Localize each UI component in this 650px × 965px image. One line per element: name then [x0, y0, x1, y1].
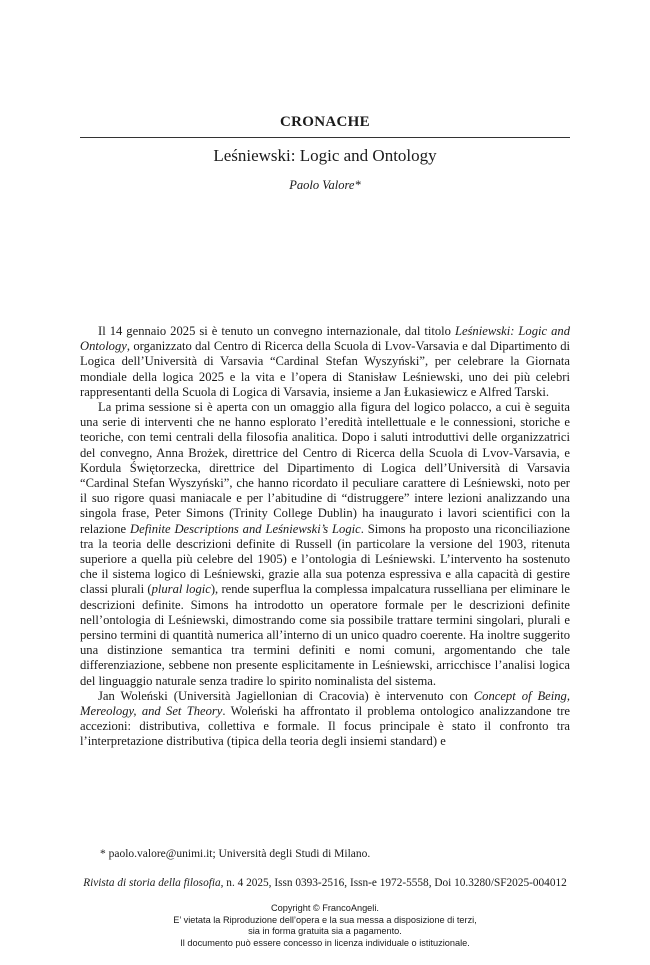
- italic-text: plural logic: [151, 582, 211, 597]
- paragraph: [80, 324, 570, 400]
- article-title: Leśniewski: Logic and Ontology: [213, 146, 437, 165]
- italic-text: Concept of Being, Mereology, and Set Theory: [80, 688, 571, 719]
- text-run: ), rende superflua la complessa impalcatura russelliana per eliminare le descrizioni definite. Simons ha introdotto un operatore formale per le descrizioni definite nell’ontologia di Leśniewski, dimostrando come sia possibile trattare termini singolari, plurali e persino termini di quantità numerica all’interno di un unico quadro coerente. Ha inoltre suggerito una distinzione semantica tra termini definiti e nomi comuni, argomentando che tale differenziazione, sebbene non presente esplicitamente in Leśniewski, arricchisce l’analisi logica del linguaggio naturale senza tradire lo spirito nominalista del sistema.: [80, 582, 570, 688]
- heading-divider: [80, 137, 570, 138]
- author-name: Paolo Valore*: [289, 178, 361, 192]
- copyright-notice: [0, 903, 650, 949]
- text-run: . Woleński ha affrontato il problema ontologico analizzandone tre accezioni: distributiva, collettiva e formale. Il focus principale è stato il confronto tra l’interpretazione distributiva (tipica della teoria degli insiemi standard) e: [80, 704, 570, 749]
- text-run: La prima sessione si è aperta con un omaggio alla figura del logico polacco, a cui è seguita una serie di interventi che ne hanno esplorato l’eredità intellettuale e le connessioni, storiche e teoriche, con temi centrali della filosofia analitica. Dopo i saluti introduttivi delle organizzatrici del convegno, Anna Brożek, direttrice del Centro di Ricerca della Scuola di Lvov-Varsavia, e Kordula Świętorzecka, direttrice del Dipartimento di Logica dell’Università di Varsavia “Cardinal Stefan Wyszyński”, che hanno ricordato il peculiare carattere di Leśniewski, noto per il suo rigore quasi maniacale e per l’abitudine di “distruggere” intere lezioni analizzando una singola frase, Peter Simons (Trinity College Dublin) ha inaugurato i lavori scientifici con la relazione: [80, 400, 570, 536]
- journal-details: , n. 4 2025, Issn 0393-2516, Issn-e 1972-5558, Doi 10.3280/SF2025-004012: [220, 877, 567, 889]
- journal-name: Rivista di storia della filosofia: [83, 877, 221, 889]
- copyright-line: sia in forma gratuita sia a pagamento.: [248, 926, 402, 937]
- text-run: Jan Woleński (Università Jagiellonian di Cracovia) è intervenuto con: [98, 688, 474, 703]
- text-run: . Simons ha proposto una riconciliazione tra la teoria delle descrizioni definite di Russell (in particolare la versione del 1903, ritenuta superiore a quella più celebre del 1905) e l’ontologia di Leśniewski. L’intervento ha sostenuto che il sistema logico di Leśniewski, grazie alla sua potenza espressiva e alla capacità di gestire classi plurali (: [80, 521, 570, 597]
- article-body: [80, 324, 570, 750]
- text-run: Il 14 gennaio 2025 si è tenuto un convegno internazionale, dal titolo: [98, 324, 455, 338]
- copyright-line: Copyright © FrancoAngeli.: [271, 903, 379, 913]
- paragraph: [80, 400, 570, 689]
- italic-text: Leśniewski: Logic and Ontology: [80, 324, 570, 354]
- copyright-line: E’ vietata la Riproduzione dell’opera e la sua messa a disposizione di terzi,: [173, 914, 477, 925]
- copyright-line: Il documento può essere concesso in licenza individuale o istituzionale.: [180, 937, 470, 948]
- journal-citation: [80, 877, 570, 889]
- italic-text: Definite Descriptions and Leśniewski’s Logic: [130, 521, 361, 536]
- section-heading: CRONACHE: [280, 114, 370, 130]
- footnote: * paolo.valore@unimi.it; Università degli Studi di Milano.: [100, 848, 371, 860]
- paragraph: [80, 689, 570, 750]
- text-run: , organizzato dal Centro di Ricerca della Scuola di Lvov-Varsavia e dal Dipartimento di Logica dell’Università di Varsavia “Cardinal Stefan Wyszyński”, per celebrare la Giornata mondiale della logica 2025 e la vita e l’opera di Stanisław Leśniewski, uno dei più celebri rappresentanti della Scuola di Logica di Varsavia, insieme a Jan Łukasiewicz e Alfred Tarski.: [80, 339, 570, 399]
